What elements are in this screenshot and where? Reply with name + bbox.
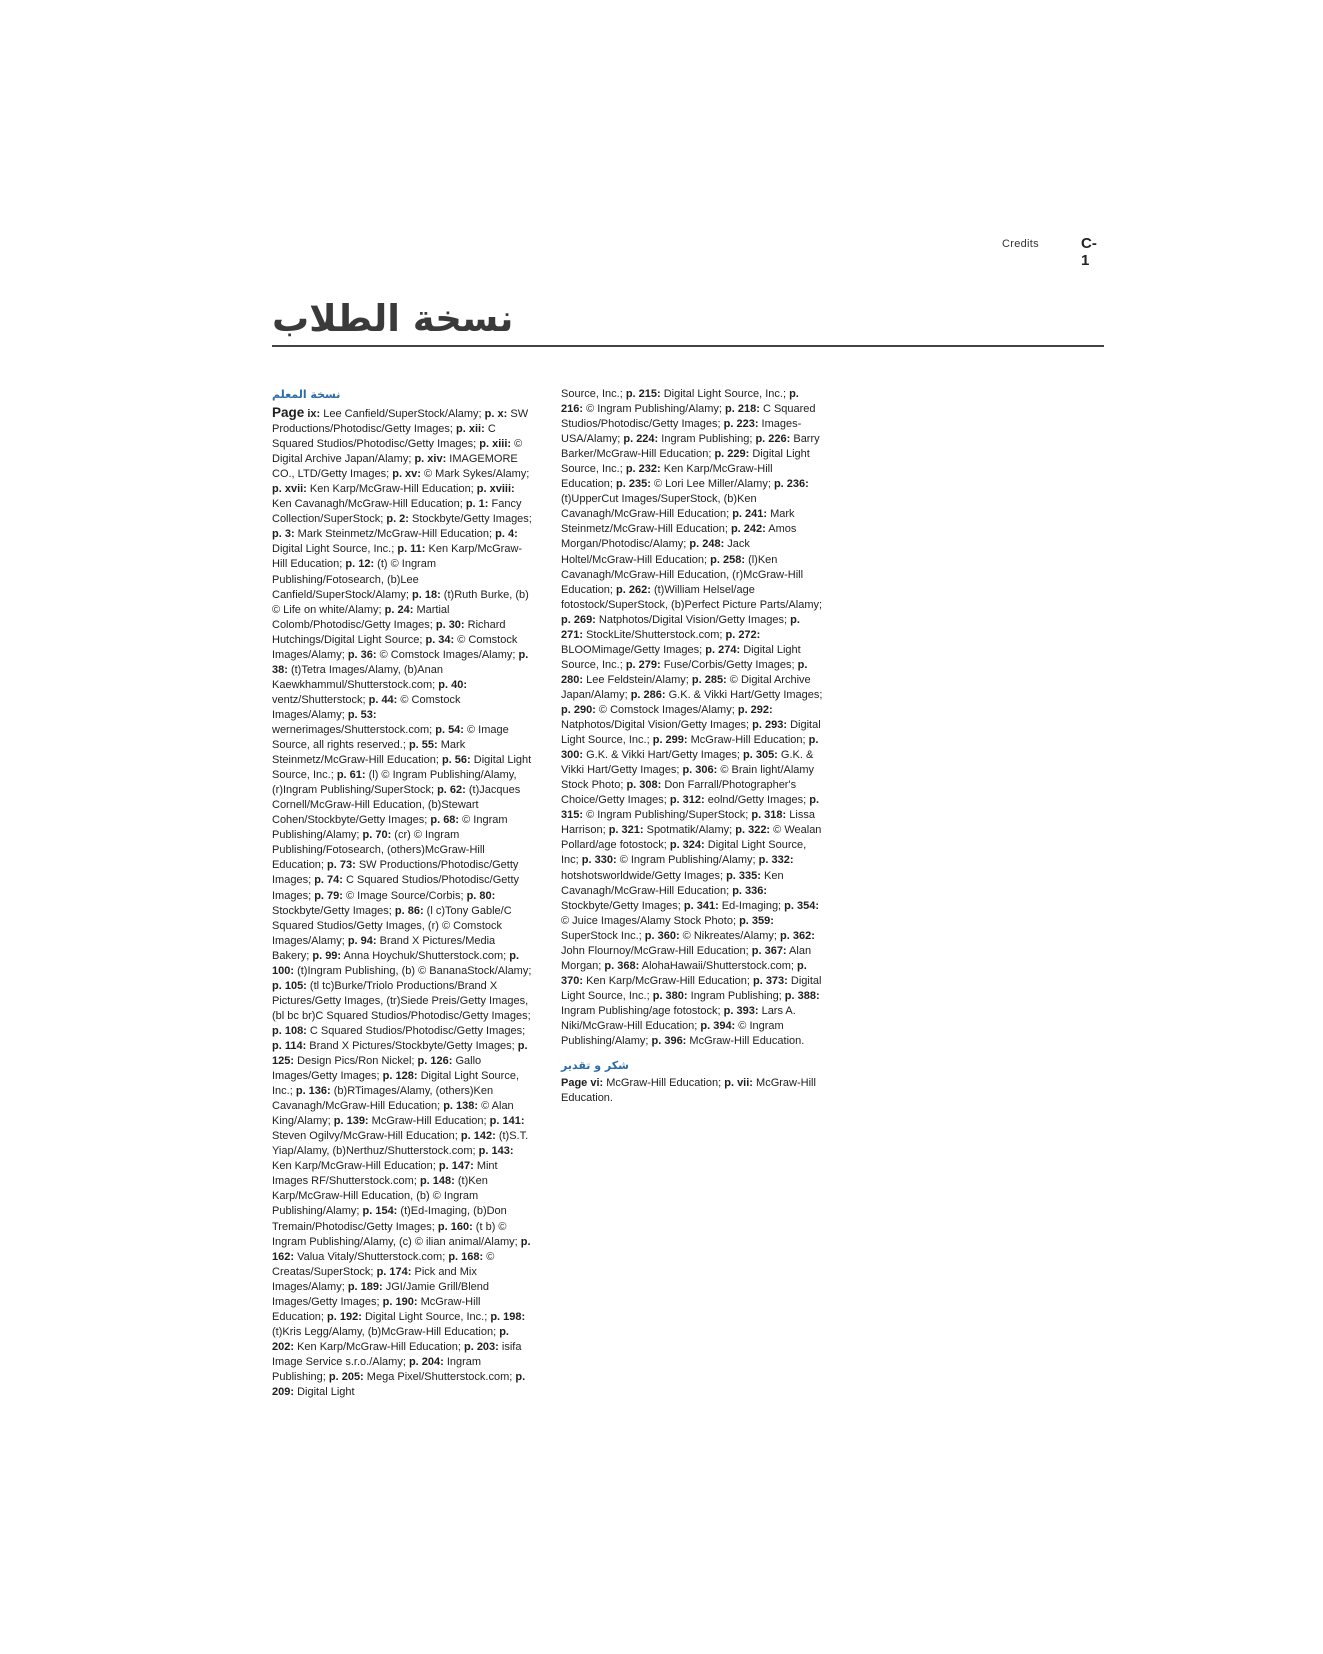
credits-body-right: Source, Inc.; p. 215: Digital Light Source, Inc.; p. 216: © Ingram Publishing/Alamy; p. 218: C Squared Studios/Photodisc/Getty Images; p. 223: Images-USA/Alamy; p. 224: Ingram Publishing; p. 226: Barry Barker/McGraw-Hill Education; p. 229: Digital Light Source, Inc.; p. 232: Ken Karp/McGraw-Hill Education; p. 235: © Lori Lee Miller/Alamy; p. 236: (t)UpperCut Images/SuperStock, (b)Ken Cavanagh/McGraw-Hill Education; p. 241: Mark Steinmetz/McGraw-Hill Education; p. 242: Amos Morgan/Photodisc/Alamy; p. 248: Jack Holtel/McGraw-Hill Education; p. 258: (l)Ken Cavanagh/McGraw-Hill Education, (r)McGraw-Hill Education; p. 262: (t)William Helsel/age fotostock/SuperStock, (b)Perfect Picture Parts/Alamy; p. 269: Natphotos/Digital Vision/Getty Images; p. 271: StockLite/Shutterstock.com; p. 272: BLOOMimage/Getty Images; p. 274: Digital Light Source, Inc.; p. 279: Fuse/Corbis/Getty Images; p. 280: Lee Feldstein/Alamy; p. 285: © Digital Archive Japan/Alamy; p. 286: G.K. & Vikki Hart/Getty Images; p. 290: © Comstock Images/Alamy; p. 292: Natphotos/Digital Vision/Getty Images; p. 293: Digital Light Source, Inc.; p. 299: McGraw-Hill Education; p. 300: G.K. & Vikki Hart/Getty Images; p. 305: G.K. & Vikki Hart/Getty Images; p. 306: © Brain light/Alamy Stock Photo; p. 308: Don Farrall/Photographer's Choice/Getty Images; p. 312: eolnd/Getty Images; p. 315: © Ingram Publishing/SuperStock; p. 318: Lissa Harrison; p. 321: Spotmatik/Alamy; p. 322: © Wealan Pollard/age fotostock; p. 324: Digital Light Source, Inc; p. 330: © Ingram Publishing/Alamy; p. 332: hotshotsworldwide/Getty Images; p. 335: Ken Cavanagh/McGraw-Hill Education; p. 336: Stockbyte/Getty Images; p. 341: Ed-Imaging; p. 354: © Juice Images/Alamy Stock Photo; p. 359: SuperStock Inc.; p. 360: © Nikreates/Alamy; p. 362: John Flournoy/McGraw-Hill Education; p. 367: Alan Morgan; p. 368: AlohaHawaii/Shutterstock.com; p. 370: Ken Karp/McGraw-Hill Education; p. 373: Digital Light Source, Inc.; p. 380: Ingram Publishing; p. 388: Ingram Publishing/age fotostock; p. 393: Lars A. Niki/McGraw-Hill Education; p. 394: © Ingram Publishing/Alamy; p. 396: McGraw-Hill Education. (561, 388, 823, 1048)
acknowledgments-heading: شكر و تقدير (561, 1059, 629, 1073)
credits-column-left (272, 387, 534, 1400)
running-head-label: Credits (1002, 238, 1039, 250)
title-rule (272, 345, 1104, 347)
teacher-edition-heading: نسخة المعلم (272, 388, 341, 401)
credits-column-right (561, 387, 823, 1106)
teacher-credits-text-left (272, 405, 534, 1400)
page-number: C-1 (1081, 235, 1097, 269)
running-head (990, 235, 1100, 269)
page-title: نسخة الطلاب (272, 297, 514, 340)
teacher-credits-text-right (561, 387, 823, 1049)
credits-body-left: ix: Lee Canfield/SuperStock/Alamy; p. x: SW Productions/Photodisc/Getty Images; p. xii: C Squared Studios/Photodisc/Getty Images; p. xiii: © Digital Archive Japan/Alamy; p. xiv: IMAGEMORE CO., LTD/Getty Images; p. xv: © Mark Sykes/Alamy; p. xvii: Ken Karp/McGraw-Hill Education; p. xviii: Ken Cavanagh/McGraw-Hill Education; p. 1: Fancy Collection/SuperStock; p. 2: Stockbyte/Getty Images; p. 3: Mark Steinmetz/McGraw-Hill Education; p. 4: Digital Light Source, Inc.; p. 11: Ken Karp/McGraw-Hill Education; p. 12: (t) © Ingram Publishing/Fotosearch, (b)Lee Canfield/SuperStock/Alamy; p. 18: (t)Ruth Burke, (b) © Life on white/Alamy; p. 24: Martial Colomb/Photodisc/Getty Images; p. 30: Richard Hutchings/Digital Light Source; p. 34: © Comstock Images/Alamy; p. 36: © Comstock Images/Alamy; p. 38: (t)Tetra Images/Alamy, (b)Anan Kaewkhammul/Shutterstock.com; p. 40: ventz/Shutterstock; p. 44: © Comstock Images/Alamy; p. 53: wernerimages/Shutterstock.com; p. 54: © Image Source, all rights reserved.; p. 55: Mark Steinmetz/McGraw-Hill Education; p. 56: Digital Light Source, Inc.; p. 61: (l) © Ingram Publishing/Alamy, (r)Ingram Publishing/SuperStock; p. 62: (t)Jacques Cornell/McGraw-Hill Education, (b)Stewart Cohen/Stockbyte/Getty Images; p. 68: © Ingram Publishing/Alamy; p. 70: (cr) © Ingram Publishing/Fotosearch, (others)McGraw-Hill Education; p. 73: SW Productions/Photodisc/Getty Images; p. 74: C Squared Studios/Photodisc/Getty Images; p. 79: © Image Source/Corbis; p. 80: Stockbyte/Getty Images; p. 86: (l c)Tony Gable/C Squared Studios/Getty Images, (r) © Comstock Images/Alamy; p. 94: Brand X Pictures/Media Bakery; p. 99: Anna Hoychuk/Shutterstock.com; p. 100: (t)Ingram Publishing, (b) © BananaStock/Alamy; p. 105: (tl tc)Burke/Triolo Productions/Brand X Pictures/Getty Images, (tr)Siede Preis/Getty Images, (bl bc br)C Squared Studios/Photodisc/Getty Images; p. 108: C Squared Studios/Photodisc/Getty Images; p. 114: Brand X Pictures/Stockbyte/Getty Images; p. 125: Design Pics/Ron Nickel; p. 126: Gallo Images/Getty Images; p. 128: Digital Light Source, Inc.; p. 136: (b)RTimages/Alamy, (others)Ken Cavanagh/McGraw-Hill Education; p. 138: © Alan King/Alamy; p. 139: McGraw-Hill Education; p. 141: Steven Ogilvy/McGraw-Hill Education; p. 142: (t)S.T. Yiap/Alamy, (b)Nerthuz/Shutterstock.com; p. 143: Ken Karp/McGraw-Hill Education; p. 147: Mint Images RF/Shutterstock.com; p. 148: (t)Ken Karp/McGraw-Hill Education, (b) © Ingram Publishing/Alamy; p. 154: (t)Ed-Imaging, (b)Don Tremain/Photodisc/Getty Images; p. 160: (t b) © Ingram Publishing/Alamy, (c) © ilian animal/Alamy; p. 162: Valua Vitaly/Shutterstock.com; p. 168: © Creatas/SuperStock; p. 174: Pick and Mix Images/Alamy; p. 189: JGI/Jamie Grill/Blend Images/Getty Images; p. 190: McGraw-Hill Education; p. 192: Digital Light Source, Inc.; p. 198: (t)Kris Legg/Alamy, (b)McGraw-Hill Education; p. 202: Ken Karp/McGraw-Hill Education; p. 203: isifa Image Service s.r.o./Alamy; p. 204: Ingram Publishing; p. 205: Mega Pixel/Shutterstock.com; p. 209: Digital Light (272, 408, 532, 1399)
acknowledgments-body: Page vi: McGraw-Hill Education; p. vii: McGraw-Hill Education. (561, 1077, 816, 1105)
acknowledgments-text (561, 1076, 823, 1106)
credits-lead-word: Page (272, 405, 305, 420)
